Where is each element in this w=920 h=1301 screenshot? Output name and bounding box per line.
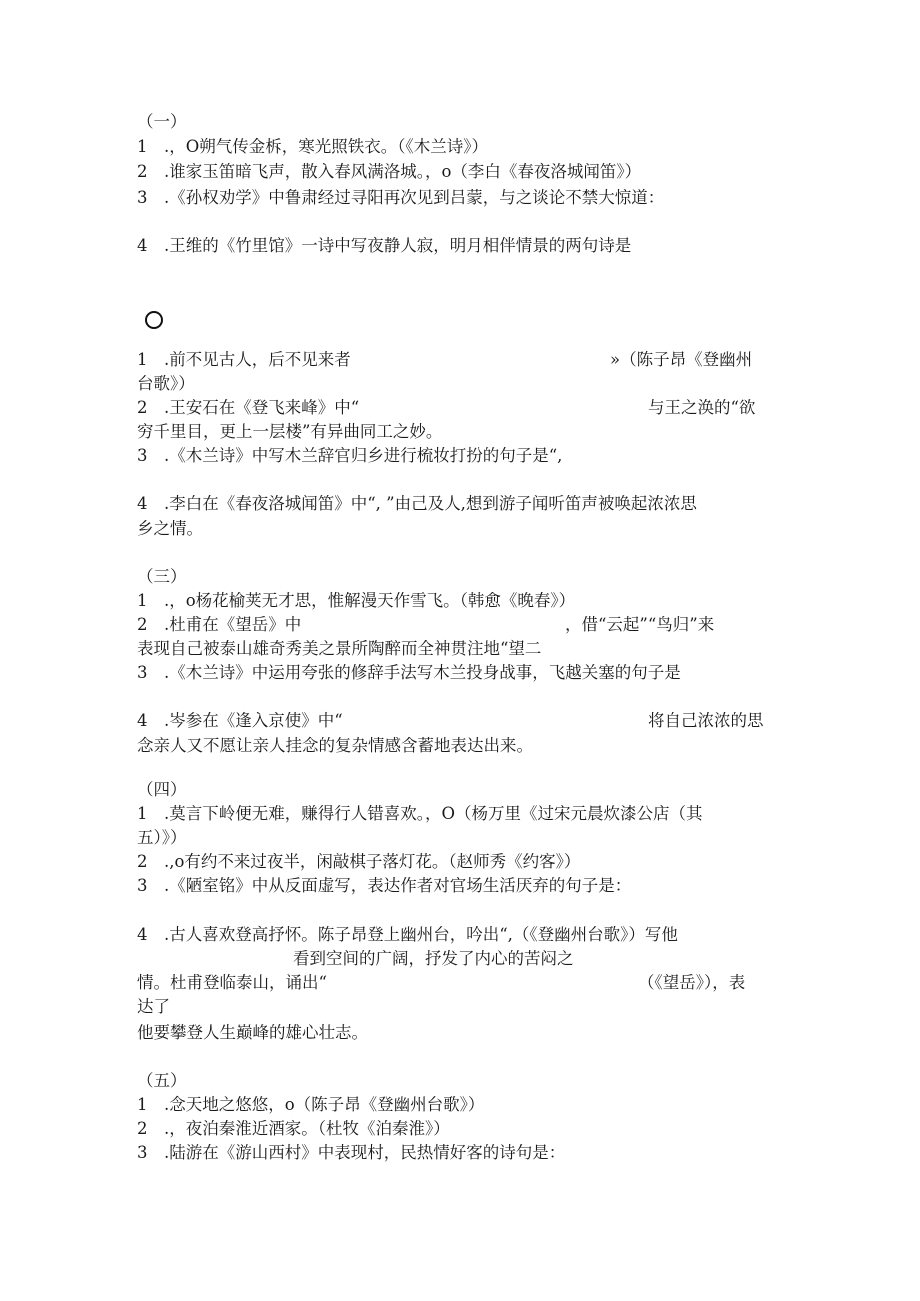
question-2-2-tail: 与王之涣的“欲 [648, 398, 756, 417]
question-4-1-cont: 五）》） [137, 828, 187, 847]
question-2-4: 4 .李白在《春夜洛城闻笛》中“, ”由己及人,想到游子闻听笛声被唤起浓浓思 [137, 494, 697, 513]
question-2-1: 1 .前不见古人，后不见来者 [137, 350, 351, 369]
question-2-1-cont: 台歌》） [137, 374, 195, 393]
question-2-4-cont: 乡之情。 [137, 519, 203, 538]
question-3-2-tail: ，借“云起”“鸟归”来 [565, 615, 715, 634]
question-2-3: 3 .《木兰诗》中写木兰辞官归乡进行梳妆打扮的句子是“, [137, 446, 563, 465]
question-3-4: 4 .岑参在《逢入京使》中“ [137, 711, 343, 730]
section-1-heading: （一） [137, 112, 187, 131]
question-1-2: 2 .谁家玉笛暗飞声，散入春风满洛城。，o（李白《春夜洛城闻笛》） [137, 162, 642, 181]
question-4-4-cont: 看到空间的广阔，抒发了内心的苦闷之 [293, 949, 574, 968]
section-3-heading: （三） [137, 567, 187, 586]
question-3-1: 1 .，o杨花榆荚无才思，惟解漫天作雪飞。（韩愈《晚春》） [137, 591, 576, 610]
question-2-2: 2 .王安石在《登飞来峰》中“ [137, 398, 360, 417]
question-5-3: 3 .陆游在《游山西村》中表现村，民热情好客的诗句是： [137, 1143, 566, 1162]
question-4-3: 3 .《陋室铭》中从反面虚写，表达作者对官场生活厌弃的句子是： [137, 876, 632, 895]
question-4-4-line3: 情。杜甫登临泰山，诵出“ [137, 973, 327, 992]
question-5-1: 1 .念天地之悠悠，o（陈子昂《登幽州台歌》） [137, 1095, 485, 1114]
question-4-4-line4: 达了 [137, 997, 170, 1016]
question-4-4: 4 .古人喜欢登高抒怀。陈子昂登上幽州台，吟出“,（《登幽州台歌》）写他 [137, 925, 678, 944]
question-3-2-cont: 表现自己被泰山雄奇秀美之景所陶醉而全神贯注地“望二 [137, 639, 542, 658]
question-4-4-line3-tail: （《望岳》），表 [638, 973, 746, 992]
question-5-2: 2 .，夜泊秦淮近酒家。（杜牧《泊秦淮》） [137, 1119, 450, 1138]
question-3-4-tail: 将自己浓浓的思 [648, 711, 764, 730]
section-5-heading: （五） [137, 1071, 187, 1090]
question-3-3: 3 .《木兰诗》中运用夸张的修辞手法写木兰投身战事，飞越关塞的句子是 [137, 663, 681, 682]
question-1-4: 4 .王维的《竹里馆》一诗中写夜静人寂，明月相伴情景的两句诗是 [137, 236, 632, 255]
question-2-1-tail: »（陈子昂《登幽州 [610, 350, 753, 369]
question-4-2: 2 .,o有约不来过夜半，闲敲棋子落灯花。（赵师秀《约客》） [137, 852, 581, 871]
section-4-heading: （四） [137, 780, 187, 799]
section-2-heading [145, 311, 163, 329]
question-4-1: 1 .莫言下岭便无难，赚得行人错喜欢。，O（杨万里《过宋元晨炊漆公店（其 [137, 804, 703, 823]
question-1-1: 1 .，O朔气传金柝，寒光照铁衣。（《木兰诗》） [137, 137, 489, 156]
question-2-2-cont: 穷千里目，更上一层楼”有异曲同工之妙。 [137, 422, 443, 441]
question-3-4-cont: 念亲人又不愿让亲人挂念的复杂情感含蓄地表达出来。 [137, 736, 533, 755]
question-1-3: 3 .《孙权劝学》中鲁肃经过寻阳再次见到吕蒙，与之谈论不禁大惊道： [137, 188, 665, 207]
question-3-2: 2 .杜甫在《望岳》中 [137, 615, 302, 634]
question-4-4-line5: 他要攀登人生巅峰的雄心壮志。 [137, 1023, 368, 1042]
